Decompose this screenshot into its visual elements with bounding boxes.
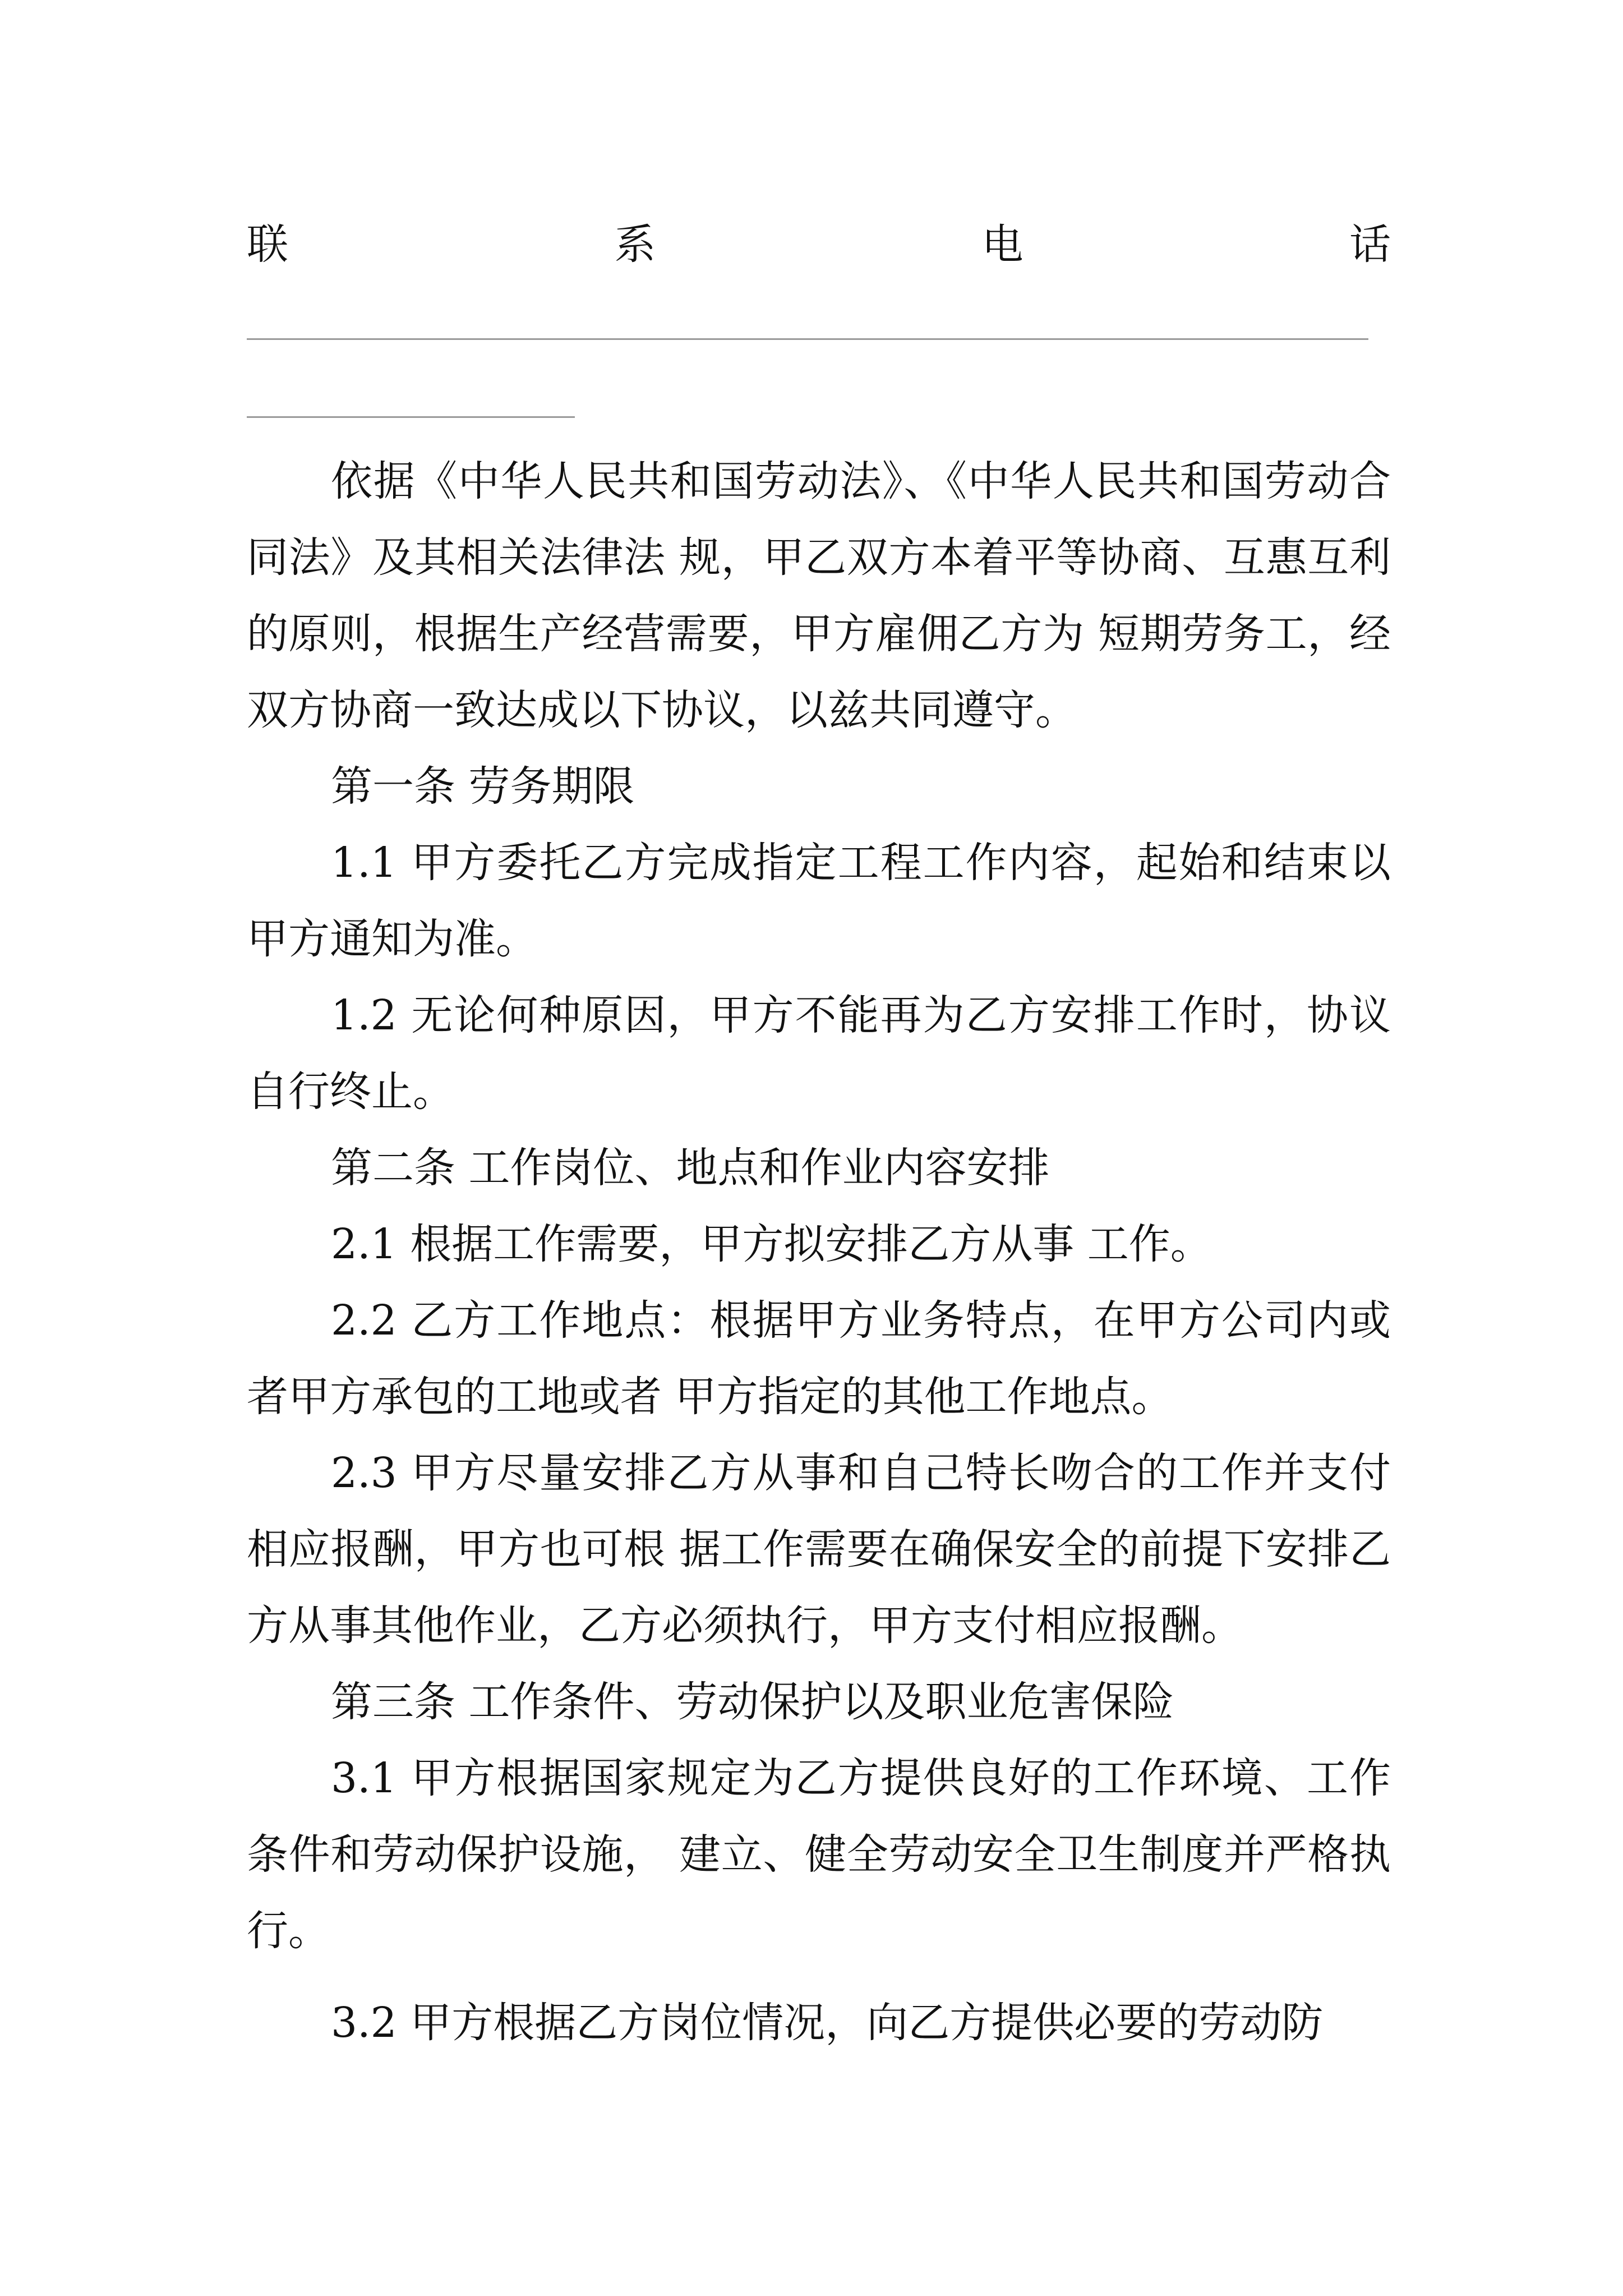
article-2-heading: 第二条 工作岗位、地点和作业内容安排 <box>331 1144 1050 1192</box>
clause-2-1: 2.1 根据工作需要，甲方拟安排乙方从事 工作。 <box>331 1220 1212 1268</box>
clause-3-1: 3.1 甲方根据国家规定为乙方提供良好的工作环境、工作条件和劳动保护设施， 建立、健全劳动安全卫生制度并严格执行。 <box>247 1754 1391 1955</box>
contract-body <box>247 443 1391 2061</box>
contact-phone-label <box>247 208 1391 275</box>
contact-label-char: 系 <box>614 220 656 269</box>
fill-in-line <box>247 338 1368 340</box>
clause-1-1: 1.1 甲方委托乙方完成指定工程工作内容，起始和结束以甲方通知为准。 <box>247 839 1391 963</box>
contact-label-char: 话 <box>1349 220 1391 269</box>
clause-2-2: 2.2 乙方工作地点：根据甲方业务特点，在甲方公司内或者甲方承包的工地或者 甲方指定的其他工作地点。 <box>247 1296 1391 1421</box>
article-1-heading: 第一条 劳务期限 <box>331 762 635 811</box>
article-3-heading: 第三条 工作条件、劳动保护以及职业危害保险 <box>331 1678 1174 1726</box>
contact-label-char: 电 <box>981 220 1023 269</box>
clause-1-2: 1.2 无论何种原因，甲方不能再为乙方安排工作时，协议自行终止。 <box>247 991 1391 1116</box>
clause-3-2: 3.2 甲方根据乙方岗位情况，向乙方提供必要的劳动防 <box>331 1999 1324 2047</box>
intro-paragraph: 依据《中华人民共和国劳动法》、《中华人民共和国劳动合同法》及其相关法律法 规，甲乙双方本着平等协商、互惠互利的原则，根据生产经营需要，甲方雇佣乙方为 短期劳务工，经双方协商一致达成以下协议，以兹共同遵守。 <box>247 457 1391 734</box>
fill-in-line-continuation <box>247 416 575 418</box>
contact-label-char: 联 <box>247 220 288 269</box>
clause-2-3: 2.3 甲方尽量安排乙方从事和自己特长吻合的工作并支付相应报酬，甲方也可根 据工作需要在确保安全的前提下安排乙方从事其他作业，乙方必须执行，甲方支付相应报酬。 <box>247 1449 1391 1650</box>
